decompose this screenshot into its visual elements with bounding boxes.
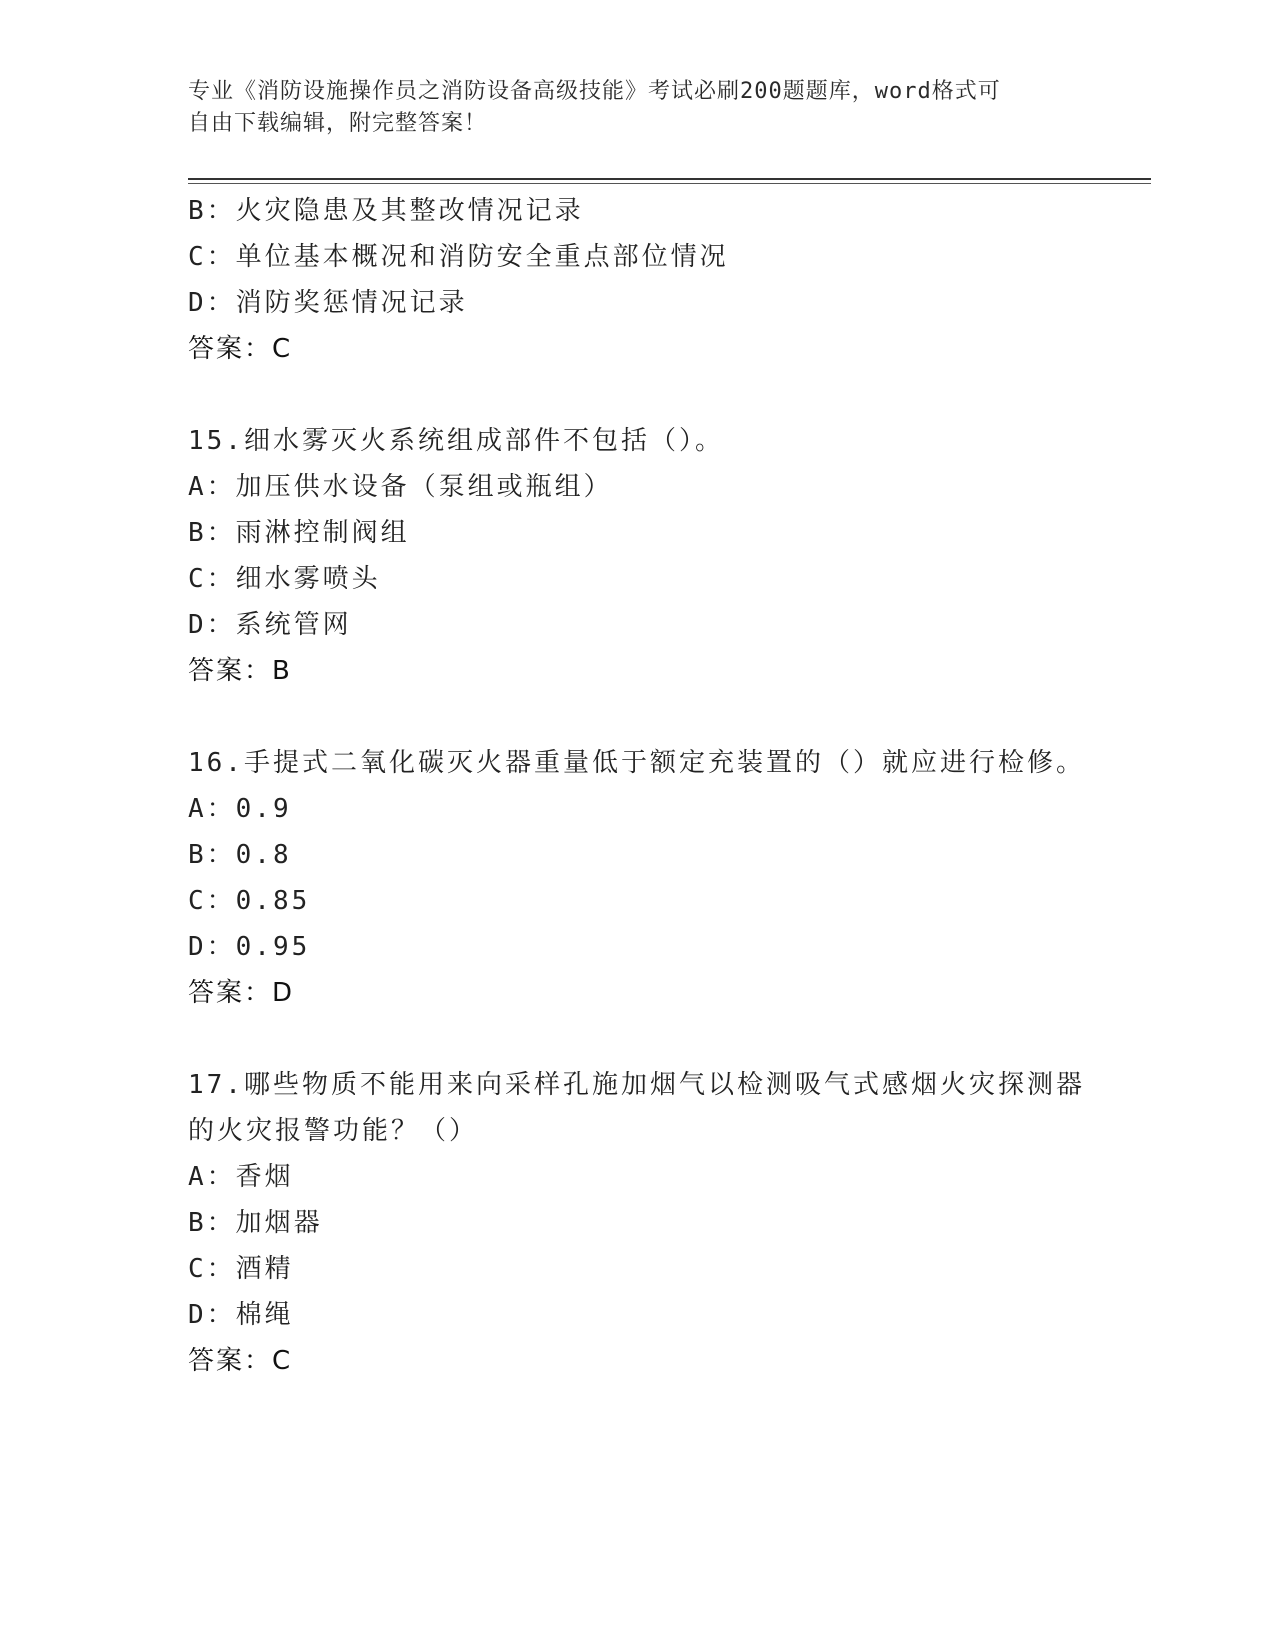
question-stem: 16.手提式二氧化碳灭火器重量低于额定充装置的（）就应进行检修。 <box>188 748 1085 778</box>
option-c: C：0.85 <box>188 886 311 916</box>
answer: 答案：D <box>188 978 295 1008</box>
header-line-2: 自由下载编辑，附完整答案！ <box>188 111 488 136</box>
option-a: A：加压供水设备（泵组或瓶组） <box>188 472 613 502</box>
header-line-1: 专业《消防设施操作员之消防设备高级技能》考试必刷200题题库，word格式可 <box>188 79 1001 104</box>
question-block-16 <box>188 740 1088 1016</box>
answer: 答案：C <box>188 334 293 364</box>
option-d: D：棉绳 <box>188 1300 294 1330</box>
question-stem-line-1: 17.哪些物质不能用来向采样孔施加烟气以检测吸气式感烟火灾探测器 <box>188 1070 1085 1100</box>
option-a: A：香烟 <box>188 1162 294 1192</box>
header-divider-thin <box>188 183 1151 184</box>
option-c: C：酒精 <box>188 1254 294 1284</box>
spacer <box>188 694 1088 740</box>
question-block-17 <box>188 1062 1088 1384</box>
option-b: B：加烟器 <box>188 1208 323 1238</box>
question-stem: 15.细水雾灭火系统组成部件不包括（）。 <box>188 426 724 456</box>
option-d: D：0.95 <box>188 932 311 962</box>
option-c: C：细水雾喷头 <box>188 564 381 594</box>
question-stem-line-2: 的火灾报警功能？（） <box>188 1116 479 1146</box>
document-header <box>188 76 1088 140</box>
question-list <box>188 188 1088 1384</box>
option-a: A：0.9 <box>188 794 292 824</box>
option-b: B：0.8 <box>188 840 292 870</box>
option-c: C：单位基本概况和消防安全重点部位情况 <box>188 242 729 272</box>
answer: 答案：B <box>188 656 292 686</box>
question-block-15 <box>188 418 1088 694</box>
spacer <box>188 1016 1088 1062</box>
option-d: D：系统管网 <box>188 610 352 640</box>
answer: 答案：C <box>188 1346 293 1376</box>
option-b: B：火灾隐患及其整改情况记录 <box>188 196 584 226</box>
option-b: B：雨淋控制阀组 <box>188 518 410 548</box>
spacer <box>188 372 1088 418</box>
header-divider <box>188 178 1151 180</box>
option-d: D：消防奖惩情况记录 <box>188 288 468 318</box>
question-block-14 <box>188 188 1088 372</box>
